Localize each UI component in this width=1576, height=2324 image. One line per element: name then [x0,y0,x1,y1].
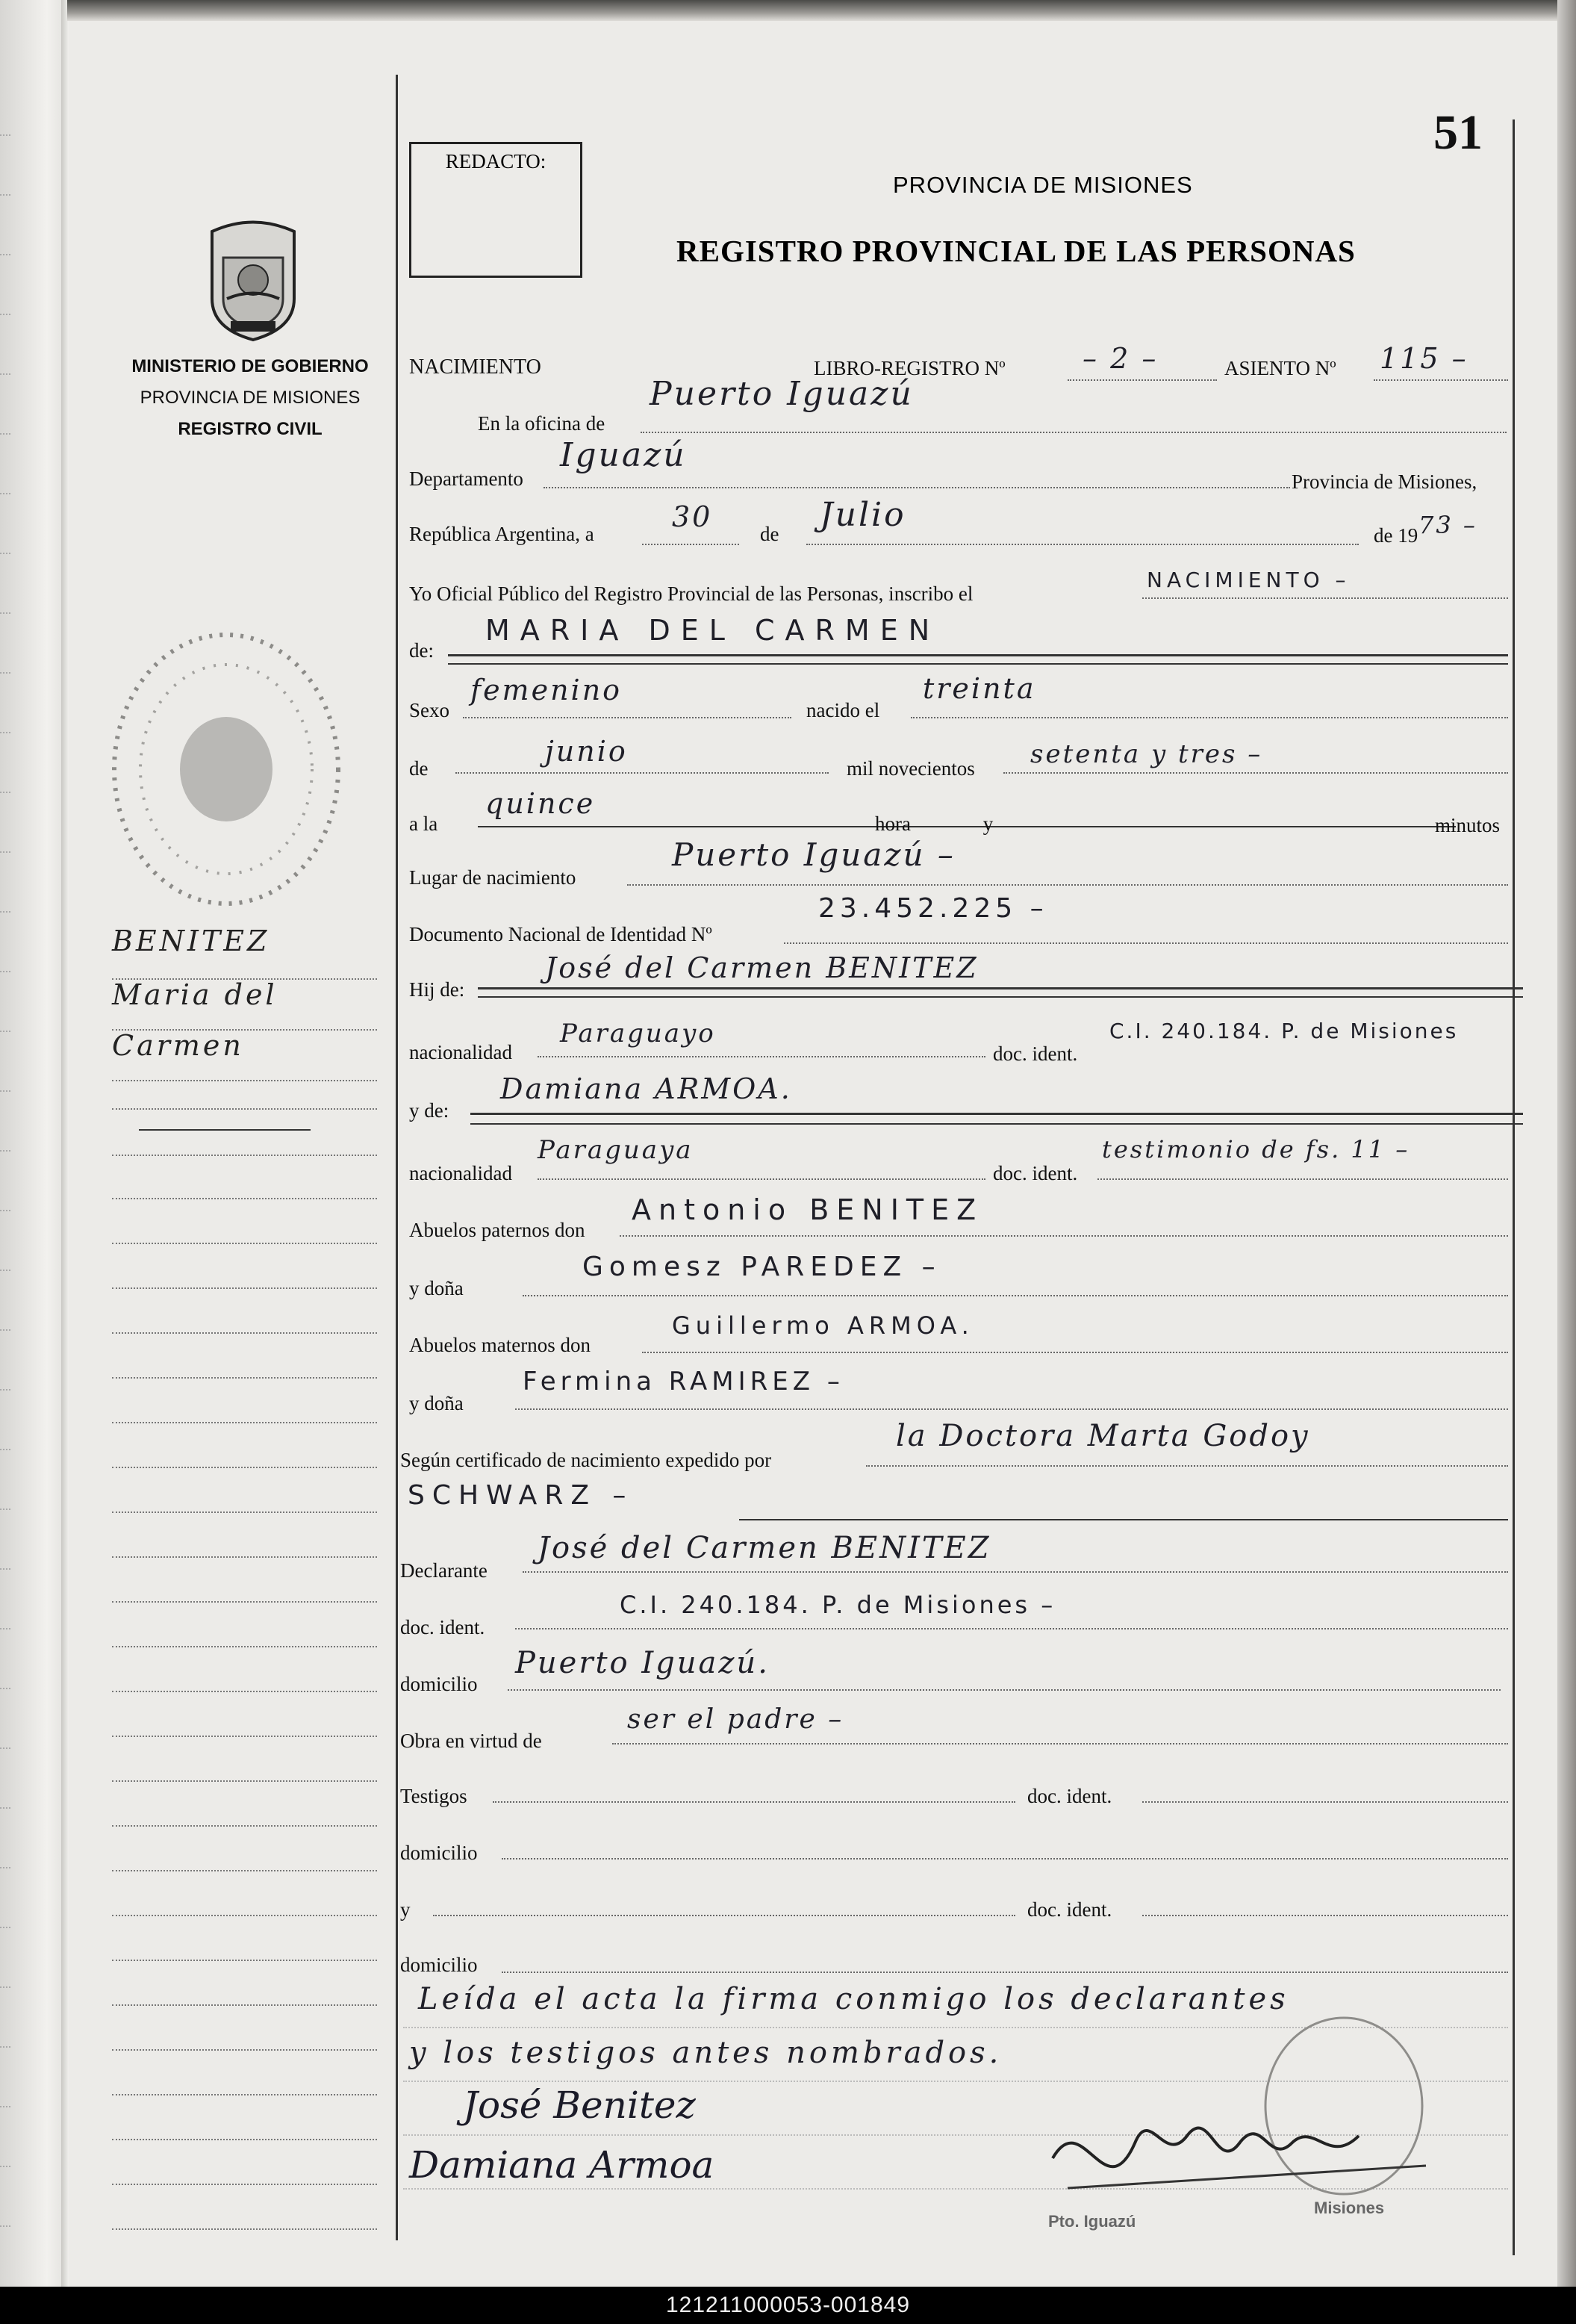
value-oficina: Puerto Iguazú [650,375,914,413]
label-republica: República Argentina, a [409,523,594,545]
label-declarante: Declarante [400,1559,488,1582]
official-round-stamp-icon [103,620,349,933]
label-abuelos-paternos: Abuelos paternos don [409,1219,585,1241]
registry-title: REGISTRO PROVINCIAL DE LAS PERSONAS [676,234,1356,268]
official-signature-icon [1023,2016,1456,2240]
provincial-seal-icon [197,217,309,344]
label-nacimiento: NACIMIENTO [409,355,541,379]
value-hora: quince [485,787,596,820]
value-padre: José del Carmen BENITEZ [545,951,979,984]
label-testigos: Testigos [400,1785,467,1807]
label-sexo: Sexo [409,699,449,721]
value-departamento: Iguazú [560,436,687,474]
label-y-dona-paterna: y doña [409,1277,464,1299]
stub-underline [139,1129,311,1131]
value-declarante: José del Carmen BENITEZ [538,1531,991,1565]
value-asiento: 115 – [1380,342,1468,375]
value-abuelo-paterno: Antonio BENITEZ [632,1193,984,1226]
label-doc-ident-declarante: doc. ident. [400,1616,485,1638]
ministry-line-3: REGISTRO CIVIL [178,419,323,439]
label-provincia-misiones: Provincia de Misiones, [1292,470,1477,493]
stub-given-name-1: Maria del [112,978,278,1011]
label-doc-ident-padre: doc. ident. [993,1043,1078,1065]
label-departamento: Departamento [409,467,523,490]
stub-given-name-2: Carmen [112,1029,244,1062]
redacto-box [409,142,582,278]
page-number: 51 [1433,105,1483,160]
stamp-text-2: Misiones [1314,2199,1385,2217]
value-nacido-mes: junio [545,735,628,768]
value-obra-en-virtud: ser el padre – [627,1704,844,1735]
value-declarante-doc: C.I. 240.184. P. de Misiones – [620,1591,1056,1619]
page-right-edge [1557,0,1576,2287]
value-dia: 30 [672,500,713,533]
value-sexo: femenino [470,674,623,706]
value-padre-doc: C.I. 240.184. P. de Misiones [1109,1019,1459,1043]
value-declarante-domicilio: Puerto Iguazú. [515,1646,770,1680]
value-lugar: Puerto Iguazú – [672,836,956,873]
label-hora-y: hora y [875,813,994,835]
label-segun-certificado: Según certificado de nacimiento expedido por [400,1449,772,1471]
stub-surname: BENITEZ [112,925,270,957]
signature-father: José Benitez [463,2084,696,2127]
left-margin-rule [396,75,398,2240]
label-a-la: a la [409,813,438,835]
label-de-nombre: de: [409,639,434,662]
label-nacido-el: nacido el [806,699,880,721]
label-y-de: y de: [409,1099,449,1122]
note-line-2: y los testigos antes nombrados. [409,2036,1003,2070]
value-anio: 73 – [1418,511,1477,539]
value-madre-nacionalidad: Paraguaya [538,1135,694,1165]
value-padre-nacionalidad: Paraguayo [560,1019,716,1048]
book-spine [0,0,67,2287]
value-madre: Damiana ARMOA. [500,1072,792,1105]
label-doc-ident-testigo-2: doc. ident. [1027,1898,1112,1921]
label-y-dona-materna: y doña [409,1392,464,1414]
label-yo-oficial: Yo Oficial Público del Registro Provincial de las Personas, inscribo el [409,582,974,605]
redacto-label: REDACTO: [445,150,546,173]
label-domicilio-testigo-2: domicilio [400,1954,478,1976]
stamp-text-1: Pto. Iguazú [1048,2212,1136,2231]
ministry-heading [112,351,388,445]
value-nacido-dia: treinta [923,672,1036,705]
ministry-line-1: MINISTERIO DE GOBIERNO [131,356,369,376]
signature-mother: Damiana Armoa [409,2143,714,2187]
label-y-testigo-2: y [400,1898,411,1921]
label-minutos: minutos [1435,814,1501,836]
label-de-nacido-mes: de [409,757,429,780]
note-line-1: Leída el acta la firma conmigo los declarantes [418,1982,1289,2016]
label-libro-registro: LIBRO-REGISTRO Nº [814,357,1006,379]
province-heading: PROVINCIA DE MISIONES [893,172,1193,198]
label-domicilio-testigo-1: domicilio [400,1842,478,1864]
value-madre-doc: testimonio de fs. 11 – [1102,1135,1410,1163]
label-abuelos-maternos: Abuelos maternos don [409,1334,591,1356]
label-de-mes: de [760,523,779,545]
value-abuela-materna: Fermina RAMIREZ – [523,1367,844,1396]
value-abuela-paterna: Gomesz PAREDEZ – [582,1252,941,1282]
image-id-footer: 121211000053-001849 [0,2287,1576,2324]
value-libro: – 2 – [1083,342,1159,375]
value-inscribo: NACIMIENTO – [1147,568,1351,592]
value-mes: Julio [820,496,906,534]
label-de-19: de 19 [1374,524,1418,547]
value-dni: 23.452.225 – [818,893,1048,924]
value-abuelo-materno: Guillermo ARMOA. [672,1311,974,1340]
value-nombre: MARIA DEL CARMEN [485,614,941,647]
value-certificado-por: la Doctora Marta Godoy [896,1419,1310,1453]
right-margin-rule [1513,119,1515,2255]
label-hijo-de: Hij de: [409,978,465,1001]
label-domicilio-declarante: domicilio [400,1673,478,1695]
label-nacionalidad-madre: nacionalidad [409,1162,512,1184]
value-nacido-anio: setenta y tres – [1030,739,1263,769]
spine-edge [61,0,69,2287]
label-doc-ident-madre: doc. ident. [993,1162,1078,1184]
label-dni: Documento Nacional de Identidad Nº [409,923,712,945]
label-doc-ident-testigo-1: doc. ident. [1027,1785,1112,1807]
label-asiento: ASIENTO Nº [1224,357,1336,379]
label-lugar: Lugar de nacimiento [409,866,576,889]
label-nacionalidad-padre: nacionalidad [409,1041,512,1063]
page-top-edge [67,0,1576,21]
ministry-line-2: PROVINCIA DE MISIONES [140,388,361,408]
label-oficina: En la oficina de [478,412,605,435]
value-certificado-cont: SCHWARZ – [408,1480,634,1511]
label-obra-en-virtud: Obra en virtud de [400,1730,542,1752]
label-mil-novecientos: mil novecientos [847,757,975,780]
